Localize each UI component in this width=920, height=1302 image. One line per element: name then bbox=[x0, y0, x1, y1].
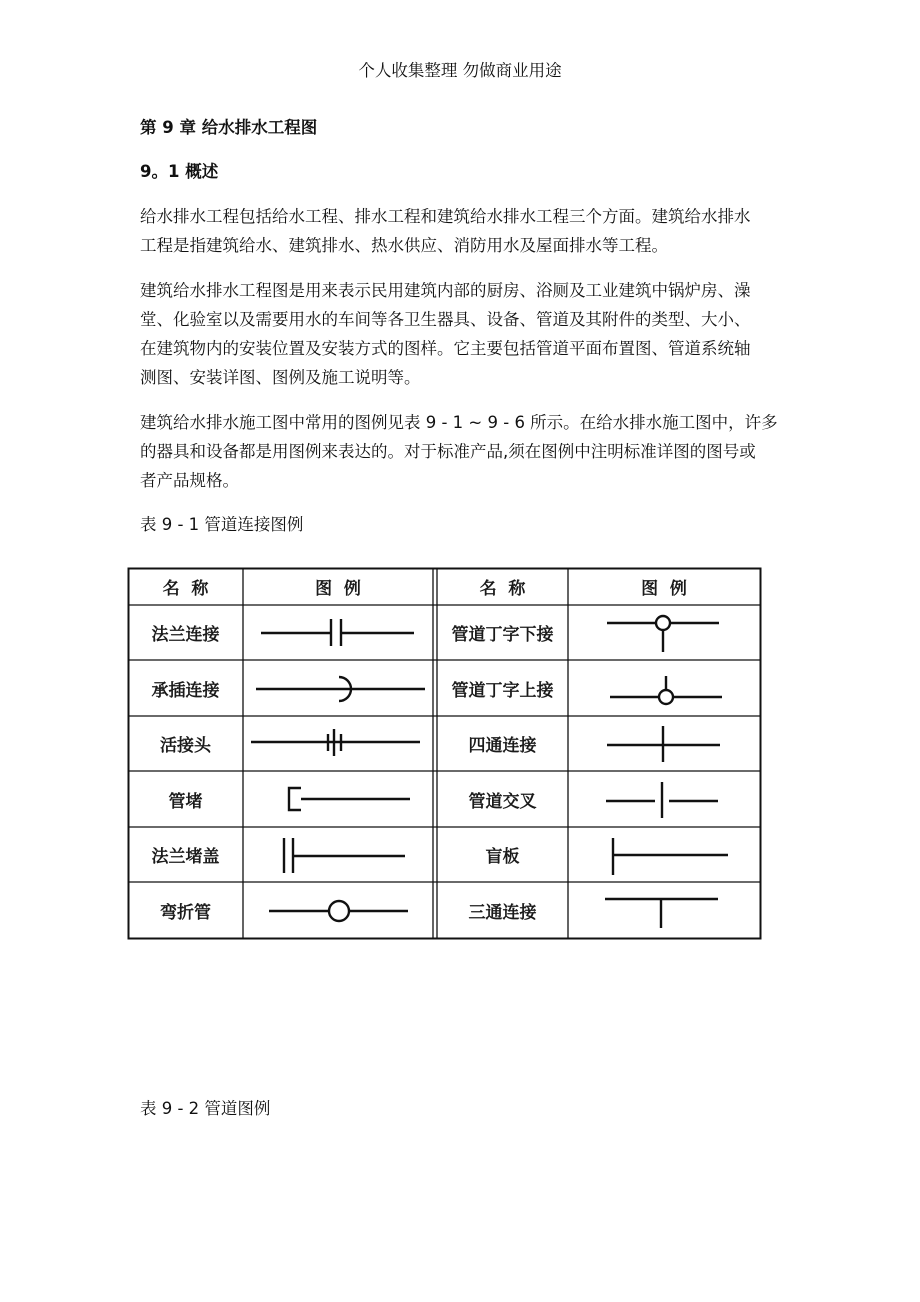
flange-connection-icon bbox=[261, 619, 414, 646]
table-cell-name: 法兰连接 bbox=[151, 625, 220, 645]
text-line: 建筑给水排水工程图是用来表示民用建筑内部的厨房、浴厕及工业建筑中锅炉房、澡 bbox=[140, 281, 751, 300]
text-line: 建筑给水排水施工图中常用的图例见表 9 - 1 ~ 9 - 6 所示。在给水排水施工图中，许多 bbox=[140, 413, 778, 432]
socket-connection-icon bbox=[256, 677, 425, 701]
table-cell-name: 弯折管 bbox=[160, 902, 211, 923]
text-line: 的器具和设备都是用图例来表达的。对于标准产品,须在图例中注明标准详图的图号或 bbox=[140, 442, 756, 461]
table-cell-name: 管道交叉 bbox=[468, 791, 537, 812]
table2-caption: 表 9 - 2 管道图例 bbox=[140, 1099, 271, 1118]
union-icon bbox=[251, 729, 420, 756]
table-cell-name: 盲板 bbox=[485, 847, 520, 867]
tee-connection-icon bbox=[605, 899, 718, 928]
text-line: 测图、安装详图、图例及施工说明等。 bbox=[140, 368, 421, 387]
text-line: 堂、化验室以及需要用水的车间等各卫生器具、设备、管道及其附件的类型、大小、 bbox=[140, 310, 751, 329]
cross-connection-icon bbox=[607, 726, 720, 762]
text-line: 工程是指建筑给水、建筑排水、热水供应、消防用水及屋面排水等工程。 bbox=[140, 236, 668, 255]
table-cell-name: 管堵 bbox=[168, 791, 203, 812]
section-title: 9。1 概述 bbox=[140, 162, 219, 181]
table-cell-name: 活接头 bbox=[160, 736, 211, 756]
text-line: 在建筑物内的安装位置及安装方式的图样。它主要包括管道平面布置图、管道系统轴 bbox=[140, 339, 751, 358]
table-cell-name: 法兰堵盖 bbox=[151, 847, 220, 867]
table-header-name: 名 称 bbox=[479, 579, 526, 599]
tee-up-icon bbox=[610, 676, 722, 704]
table-header-legend: 图 例 bbox=[641, 579, 687, 599]
table-cell-name: 承插连接 bbox=[151, 680, 220, 701]
table-header-name: 名 称 bbox=[162, 579, 209, 599]
table-cell-name: 管道丁字下接 bbox=[451, 625, 554, 645]
text-line: 给水排水工程包括给水工程、排水工程和建筑给水排水工程三个方面。建筑给水排水 bbox=[140, 207, 751, 226]
chapter-title: 第 9 章 给水排水工程图 bbox=[140, 118, 318, 137]
page-header: 个人收集整理 勿做商业用途 bbox=[358, 61, 562, 80]
flange-blind-cap-icon bbox=[284, 838, 405, 873]
elbow-pipe-icon bbox=[269, 901, 408, 921]
table-cell-name: 管道丁字上接 bbox=[451, 680, 554, 701]
pipe-plug-icon bbox=[289, 788, 410, 810]
table-header-legend: 图 例 bbox=[315, 579, 361, 599]
tee-down-icon bbox=[607, 616, 719, 652]
text-line: 者产品规格。 bbox=[140, 471, 239, 490]
blind-plate-icon bbox=[613, 838, 728, 875]
table-cell-name: 四通连接 bbox=[468, 736, 537, 756]
table1-caption: 表 9 - 1 管道连接图例 bbox=[140, 515, 304, 534]
pipe-crossing-icon bbox=[606, 782, 718, 818]
table-cell-name: 三通连接 bbox=[468, 902, 537, 923]
